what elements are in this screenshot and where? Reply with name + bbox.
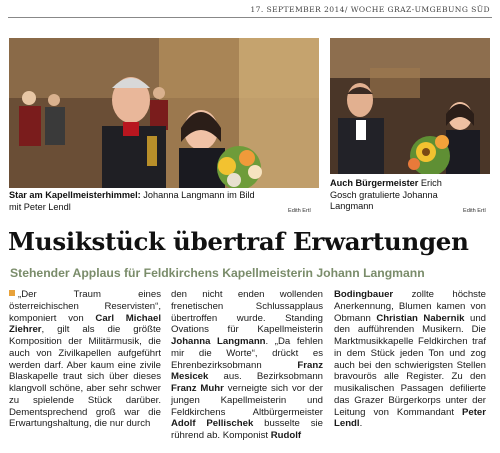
body-column-2 bbox=[171, 289, 323, 442]
headline: Musikstück übertraf Erwartungen bbox=[8, 227, 469, 256]
body-name: Rudolf bbox=[270, 430, 302, 441]
body-name: Franz Mesicek bbox=[171, 359, 323, 383]
body-text: . bbox=[359, 418, 363, 430]
body-text: den nicht enden wollenden frenetischen Schlussapplaus übertroffen wurde. Standing Ovations für Kapellmeisterin bbox=[171, 289, 323, 336]
side-photo-caption bbox=[330, 178, 458, 213]
page-header bbox=[0, 0, 500, 18]
body-name: Christian Nabernik bbox=[376, 312, 465, 324]
body-text: , gilt als die größte Komposition der Militärmusik, die auch von Zivilkapellen aufgeführt werden darf. Aber kaum eine zivile Blaskapelle traut sich über dieses klangvoll schöne, aber sehr schwer zu spielende Stück darüber. Dementsprechend groß war die Erwartungshaltung, die nur durch bbox=[9, 324, 161, 430]
body-name: Bodingbauer bbox=[334, 289, 394, 300]
side-caption-text: Erich Gosch gratulierte Johanna Langmann bbox=[330, 178, 442, 211]
body-name: Adolf Pellischek bbox=[171, 418, 254, 430]
body-column-1 bbox=[9, 289, 161, 430]
body-text: aus. Bezirksobmann bbox=[208, 371, 323, 383]
subheadline: Stehender Applaus für Feldkirchens Kapellmeisterin Johann Langmann bbox=[10, 266, 425, 280]
header-rule bbox=[8, 17, 492, 18]
main-caption-text: Johanna Langmann im Bild mit Peter Lendl bbox=[9, 190, 255, 212]
paragraph-marker-icon bbox=[9, 290, 15, 296]
side-photo bbox=[330, 38, 490, 174]
body-text: . „Da fehlen mir die Worte“, drückt es Ehrenbezirksobmann bbox=[171, 336, 323, 371]
body-text: „Der Traum eines österreichischen Reservisten“, komponiert von bbox=[9, 289, 161, 324]
body-name: Peter Lendl bbox=[334, 406, 486, 430]
body-text: und den aufführenden Musikern. Die Marktmusikkapelle Feldkirchen traf in dem Stück jeden Ton und zog auch bei den schwierigsten Stellen bravourös alle Register. Zu den musikalischen Passagen defilierte das Grazer Bürgerkorps unter der Leitung von Kommandant bbox=[334, 312, 486, 418]
side-caption-bold: Auch Bürgermeister bbox=[330, 178, 419, 188]
body-name: Carl Michael Ziehrer bbox=[9, 312, 161, 336]
body-name: Franz Muhr bbox=[171, 383, 224, 394]
side-photo-credit: Edith Ertl bbox=[463, 208, 486, 214]
main-photo-credit: Edith Ertl bbox=[288, 208, 311, 214]
body-text: verneigte sich vor der jungen Kapellmeisterin und Feldkirchens Altbürgermeister bbox=[171, 383, 323, 418]
body-column-3 bbox=[334, 289, 486, 430]
body-name: Johanna Langmann bbox=[171, 336, 266, 347]
main-photo-caption bbox=[9, 190, 259, 213]
body-text: busselte sie rührend ab. Komponist bbox=[171, 418, 323, 441]
main-photo bbox=[9, 38, 319, 188]
header-dateline: 17. SEPTEMBER 2014/ WOCHE GRAZ-UMGEBUNG SÜD bbox=[250, 5, 490, 14]
body-text: zollte höchste Anerkennung, Blumen kamen von Obmann bbox=[334, 289, 486, 324]
main-caption-bold: Star am Kapellmeisterhimmel: bbox=[9, 190, 141, 200]
